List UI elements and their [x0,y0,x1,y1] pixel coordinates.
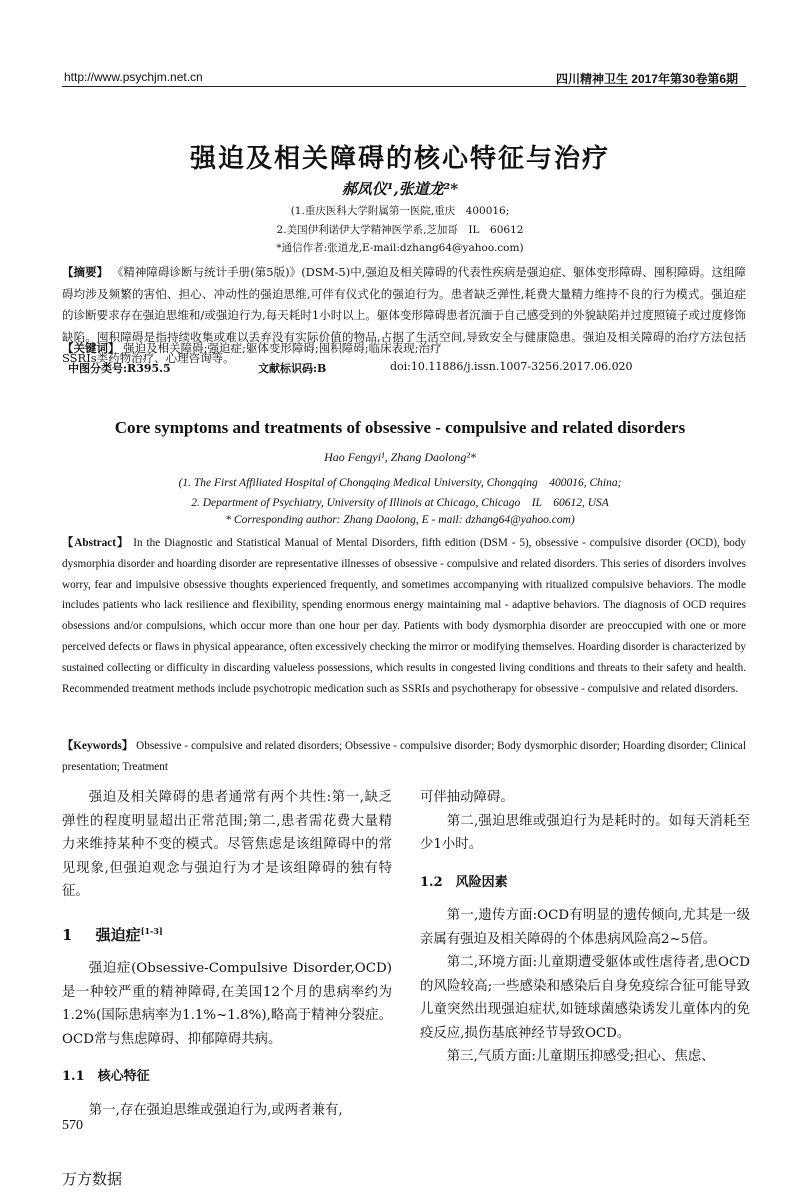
page-number: 570 [62,1118,83,1133]
abstract-cn-label: 【摘要】 [62,265,109,279]
affiliation-en-3: * Corresponding author: Zhang Daolong, E - mail: dzhang64@yahoo.com) [225,514,575,526]
affiliation-en-1: (1. The First Affiliated Hospital of Chongqing Medical University, Chongqing 400016, China; [178,477,622,489]
section-1-number: 1 [62,925,73,944]
keywords-en-text: Obsessive - compulsive and related disorders; Obsessive - compulsive disorder; Body dysmorphic disorder; Hoarding disorder; Clinical presentation; Treatment [62,740,746,773]
section-1-title: 强迫症 [95,925,141,944]
authors-en: Hao Fengyi¹, Zhang Daolong²* [324,450,476,464]
section-1-heading [62,920,392,948]
keywords-en [62,736,746,778]
abstract-en-label: 【Abstract】 [62,537,130,549]
keywords-en-label: 【Keywords】 [62,740,134,752]
body-left-column [62,786,392,1122]
section-1-1-heading: 1.1 核心特征 [62,1069,150,1084]
intro-paragraph: 强迫及相关障碍的患者通常有两个共性:第一,缺乏弹性的程度明显超出正常范围;第二,患者需花费大量精力来维持某种不变的模式。尽管焦虑是该组障碍中的常见现象,但强迫观念与强迫行为才是该组障碍的独有特征。 [62,790,392,899]
ocd-paragraph: 强迫症(Obsessive-Compulsive Disorder,OCD)是一种较严重的精神障碍,在美国12个月的患病率约为1.2%(国际患病率为1.1%~1.8%),略高于精神分裂症。OCD常与焦虑障碍、抑郁障碍共病。 [62,961,392,1047]
section-1-2-heading: 1.2 风险因素 [420,874,508,890]
affiliation-cn-3: *通信作者:张道龙,E-mail:dzhang64@yahoo.com) [276,242,524,254]
header-rule [62,86,746,87]
watermark: 万方数据 [62,1170,123,1188]
authors-cn: 郝凤仪¹,张道龙²* [341,180,459,198]
temperament-paragraph: 第三,气质方面:儿童期压抑感受;担心、焦虑、 [446,1049,715,1064]
keywords-cn [62,338,746,360]
clc-number: 中图分类号:R395.5 [68,362,171,375]
abstract-en-text: In the Diagnostic and Statistical Manual of Mental Disorders, fifth edition (DSM - 5), obsessive - compulsive disorder (OCD), body dysmorphia disorder and hoarding disorder are representative illnesses of obsessive - compulsive and related disorders. This series of disorders involves worry, fear and impulsive obsessive thoughts experienced frequently, and sometimes accompanying with ritualized compulsive behaviors. The modle includes patients who lack resilience and flexibility, spending enormous energy maintaining mal - adaptive behaviors. The diagnosis of OCD requires obsessions and/or compulsions, which occur more than one hour per day. Patients with body dysmorphia disorder are preoccupied with one or more perceived defects or flaws in physical appearance, often excessively checking the mirror or modifying themselves. Hoarding disorder is characterized by sustained collecting or difficulty in discarding valueless possessions, which results in congested living conditions and threats to their safety and health. Recommended treatment methods include psychotropic medication such as SSRIs and psychotherapy for obsessive - compulsive and related disorders. [62,537,747,695]
header-journal: 四川精神卫生 2017年第30卷第6期 [555,72,738,86]
environment-paragraph: 第二,环境方面:儿童期遭受躯体或性虐待者,患OCD的风险较高;一些感染和感染后自身免疫综合征可能导致儿童突然出现强迫症状,如链球菌感染诱发儿童体内的免疫反应,损伤基底神经节导致OCD。 [420,955,750,1041]
abstract-cn-text: 《精神障碍诊断与统计手册(第5版)》(DSM-5)中,强迫及相关障碍的代表性疾病是强迫症、躯体变形障碍、囤积障碍。这组障碍均涉及频繁的害怕、担心、冲动性的强迫思维,可伴有仪式化的强迫行为。患者缺乏弹性,耗费大量精力维持不良的行为模式。强迫症的诊断要求存在强迫思维和/或强迫行为,每天耗时1小时以上。躯体变形障碍患者沉湎于自己感受到的外貌缺陷并过度照镜子或过度修饰缺陷。囤积障碍是指持续收集或难以丢弃没有实际价值的物品,占据了生活空间,导致安全与健康隐患。强迫及相关障碍的治疗方法包括SSRIs类药物治疗、心理咨询等。 [62,265,747,365]
continued-text: 可伴抽动障碍。 [420,790,514,805]
keywords-cn-text: 强迫及相关障碍;强迫症;躯体变形障碍;囤积障碍;临床表现;治疗 [123,341,442,355]
title-en: Core symptoms and treatments of obsessive - compulsive and related disorders [114,418,686,437]
core-feature-paragraph: 第一,存在强迫思维或强迫行为,或两者兼有, [88,1102,343,1118]
document-code: 文献标识码:B [258,362,327,375]
section-1-ref: [1-3] [140,925,163,936]
affiliation-cn-2: 2.美国伊利诺伊大学精神医学系,芝加哥 IL 60612 [276,224,524,236]
affiliation-cn-1: (1.重庆医科大学附属第一医院,重庆 400016; [290,205,510,217]
title-cn: 强迫及相关障碍的核心特征与治疗 [189,144,610,174]
genetic-paragraph: 第一,遗传方面:OCD有明显的遗传倾向,尤其是一级亲属有强迫及相关障碍的个体患病风险高2~5倍。 [420,908,750,947]
time-consuming-paragraph: 第二,强迫思维或强迫行为是耗时的。如每天消耗至少1小时。 [420,813,750,852]
header-url[interactable]: http://www.psychjm.net.cn [64,70,203,84]
abstract-en [62,533,746,699]
body-right-column [420,786,750,1069]
keywords-cn-label: 【关键词】 [62,341,120,355]
affiliation-en-2: 2. Department of Psychiatry, University of Illinois at Chicago, Chicago IL 60612, USA [191,497,609,509]
doi[interactable]: doi:10.11886/j.issn.1007-3256.2017.06.020 [390,360,633,373]
